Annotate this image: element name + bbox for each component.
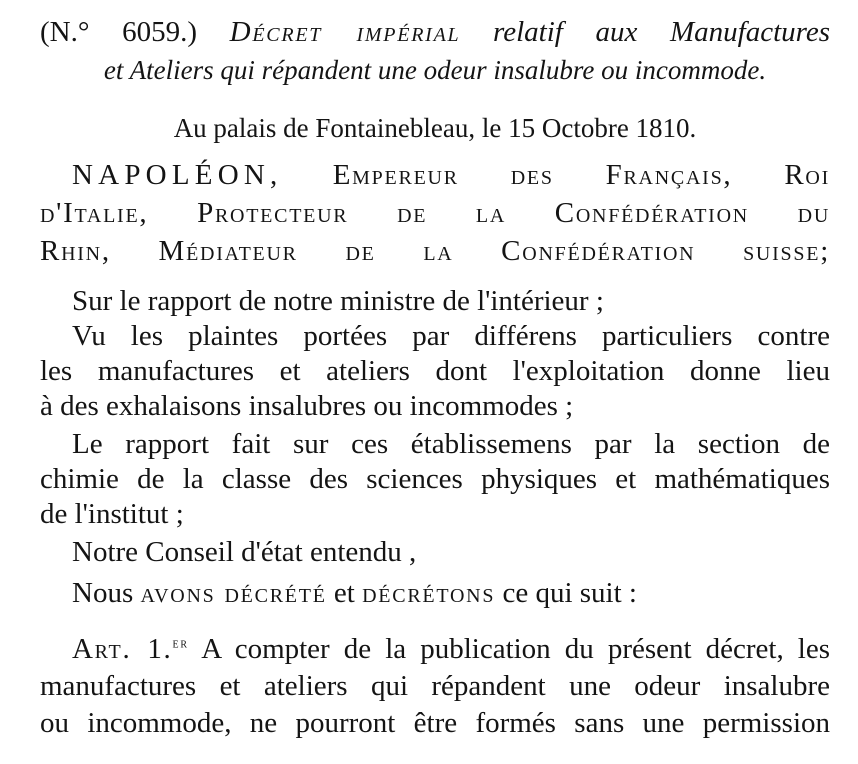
article-1-label-sup: er bbox=[172, 635, 189, 652]
enacting-decretons: décrétons bbox=[362, 577, 496, 609]
enacting-pre: Nous bbox=[72, 577, 134, 609]
recital-1: Sur le rapport de notre ministre de l'intérieur ; bbox=[72, 285, 604, 317]
enacting-clause bbox=[40, 575, 830, 611]
article-1-line-3: ou incommode, ne pourront être formés sans une permission bbox=[40, 707, 830, 739]
recital-3-line-3: de l'institut ; bbox=[40, 498, 184, 530]
preamble-line-1 bbox=[40, 157, 830, 193]
article-1-line-2: manufactures et ateliers qui répandent une odeur insalubre bbox=[40, 670, 830, 702]
article-1-text-1: A compter de la publication du présent décret, les bbox=[201, 633, 830, 665]
recital-2-line-2: les manufactures et ateliers dont l'exploitation donne lieu bbox=[40, 355, 830, 387]
decree-title-caps: Décret impérial bbox=[229, 16, 461, 48]
article-1-line-1 bbox=[40, 631, 830, 667]
preamble-line-3: Rhin, Médiateur de la Confédération suisse; bbox=[40, 235, 830, 267]
decree-heading-line-1 bbox=[40, 14, 830, 50]
enacting-avons: avons décrété bbox=[140, 577, 327, 609]
recital-2-line-1: Vu les plaintes portées par différens particuliers contre bbox=[72, 320, 830, 352]
decree-heading-line-2: et Ateliers qui répandent une odeur insalubre ou incommode. bbox=[103, 55, 767, 85]
recital-3-line-1: Le rapport fait sur ces établissemens par la section de bbox=[72, 428, 830, 460]
preamble-line-2: d'Italie, Protecteur de la Confédération du bbox=[40, 197, 830, 229]
emperor-name: NAPOLÉON, bbox=[72, 159, 283, 191]
decree-title-rest: relatif aux Manufactures bbox=[493, 16, 831, 48]
recital-3-line-2: chimie de la classe des sciences physiques et mathématiques bbox=[40, 463, 830, 495]
decree-number: (N.° 6059.) bbox=[40, 16, 197, 48]
enacting-et: et bbox=[333, 577, 355, 609]
article-1-label-text: Art. 1. bbox=[72, 633, 173, 665]
recital-4: Notre Conseil d'état entendu , bbox=[72, 536, 417, 568]
enacting-post: ce qui suit : bbox=[502, 577, 637, 609]
preamble-title-1: Empereur des Français, Roi bbox=[332, 159, 830, 191]
article-1-label bbox=[72, 633, 189, 665]
dateline: Au palais de Fontainebleau, le 15 Octobre 1810. bbox=[173, 113, 697, 143]
recital-2-line-3: à des exhalaisons insalubres ou incommodes ; bbox=[40, 390, 574, 422]
